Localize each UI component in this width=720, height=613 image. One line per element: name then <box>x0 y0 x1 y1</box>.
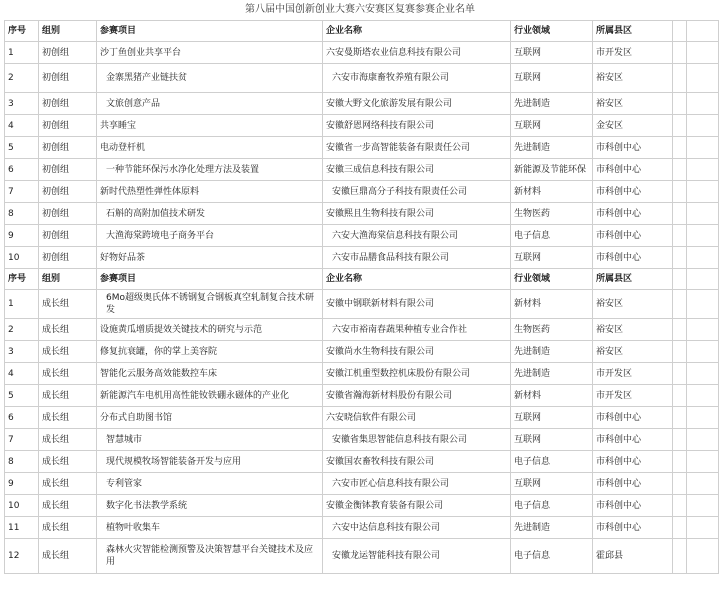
cell-no: 1 <box>5 42 39 64</box>
empty-cell <box>673 429 687 451</box>
cell-group: 成长组 <box>39 495 97 517</box>
cell-district: 市开发区 <box>593 363 673 385</box>
cell-no: 2 <box>5 319 39 341</box>
cell-industry: 先进制造 <box>511 93 593 115</box>
cell-no: 9 <box>5 473 39 495</box>
cell-group: 成长组 <box>39 539 97 574</box>
cell-industry: 电子信息 <box>511 539 593 574</box>
cell-no: 11 <box>5 517 39 539</box>
cell-district: 市科创中心 <box>593 225 673 247</box>
empty-cell <box>687 385 719 407</box>
cell-group: 初创组 <box>39 93 97 115</box>
cell-project: 一种节能环保污水净化处理方法及装置 <box>97 159 323 181</box>
cell-no: 7 <box>5 429 39 451</box>
empty-cell <box>687 203 719 225</box>
empty-cell <box>673 473 687 495</box>
table-row <box>5 203 719 225</box>
cell-industry: 互联网 <box>511 115 593 137</box>
table-row <box>5 137 719 159</box>
header-row <box>5 269 719 290</box>
column-header: 参赛项目 <box>97 269 323 290</box>
empty-cell <box>687 93 719 115</box>
empty-cell <box>687 64 719 93</box>
cell-project: 沙丁鱼创业共享平台 <box>97 42 323 64</box>
cell-project: 设施黄瓜增质提效关键技术的研究与示范 <box>97 319 323 341</box>
empty-cell <box>687 21 719 42</box>
cell-no: 10 <box>5 495 39 517</box>
empty-cell <box>673 517 687 539</box>
table-row <box>5 341 719 363</box>
empty-cell <box>687 451 719 473</box>
cell-district: 裕安区 <box>593 93 673 115</box>
cell-company: 六安大渔海棠信息科技有限公司 <box>323 225 511 247</box>
cell-company: 六安市品膳食品科技有限公司 <box>323 247 511 269</box>
cell-industry: 互联网 <box>511 64 593 93</box>
empty-cell <box>673 159 687 181</box>
empty-cell <box>687 517 719 539</box>
cell-company: 安徽省瀚海新材料股份有限公司 <box>323 385 511 407</box>
column-header: 参赛项目 <box>97 21 323 42</box>
cell-group: 成长组 <box>39 451 97 473</box>
cell-industry: 互联网 <box>511 42 593 64</box>
cell-no: 5 <box>5 385 39 407</box>
empty-cell <box>673 451 687 473</box>
table-row <box>5 93 719 115</box>
cell-no: 8 <box>5 451 39 473</box>
table-row <box>5 159 719 181</box>
cell-industry: 新材料 <box>511 385 593 407</box>
empty-cell <box>673 407 687 429</box>
cell-project: 智能化云服务高效能数控车床 <box>97 363 323 385</box>
cell-district: 市科创中心 <box>593 137 673 159</box>
cell-company: 六安曼斯塔农业信息科技有限公司 <box>323 42 511 64</box>
empty-cell <box>687 269 719 290</box>
page-title: 第八届中国创新创业大赛六安赛区复赛参赛企业名单 <box>245 4 475 15</box>
cell-industry: 先进制造 <box>511 137 593 159</box>
cell-district: 裕安区 <box>593 341 673 363</box>
empty-cell <box>673 319 687 341</box>
company-table <box>4 20 719 574</box>
cell-company: 六安晓信软件有限公司 <box>323 407 511 429</box>
cell-district: 市科创中心 <box>593 159 673 181</box>
cell-group: 成长组 <box>39 407 97 429</box>
cell-company: 安徽省集思智能信息科技有限公司 <box>323 429 511 451</box>
column-header: 所属县区 <box>593 21 673 42</box>
empty-cell <box>673 341 687 363</box>
cell-group: 成长组 <box>39 319 97 341</box>
empty-cell <box>687 473 719 495</box>
table-row <box>5 451 719 473</box>
cell-district: 市科创中心 <box>593 181 673 203</box>
cell-company: 安徽尚水生物科技有限公司 <box>323 341 511 363</box>
cell-group: 成长组 <box>39 473 97 495</box>
column-header: 组别 <box>39 21 97 42</box>
cell-project: 分布式自助图书馆 <box>97 407 323 429</box>
cell-project: 文旅创意产品 <box>97 93 323 115</box>
cell-group: 初创组 <box>39 137 97 159</box>
cell-industry: 先进制造 <box>511 517 593 539</box>
empty-cell <box>673 247 687 269</box>
empty-cell <box>673 64 687 93</box>
cell-project: 新时代热塑性弹性体原料 <box>97 181 323 203</box>
cell-group: 成长组 <box>39 341 97 363</box>
cell-no: 7 <box>5 181 39 203</box>
cell-no: 10 <box>5 247 39 269</box>
empty-cell <box>673 137 687 159</box>
cell-group: 初创组 <box>39 247 97 269</box>
column-header: 行业领域 <box>511 269 593 290</box>
empty-cell <box>673 42 687 64</box>
column-header: 组别 <box>39 269 97 290</box>
cell-district: 金安区 <box>593 115 673 137</box>
cell-industry: 新能源及节能环保 <box>511 159 593 181</box>
empty-cell <box>673 290 687 319</box>
cell-no: 12 <box>5 539 39 574</box>
table-row <box>5 517 719 539</box>
cell-district: 市科创中心 <box>593 517 673 539</box>
empty-cell <box>687 137 719 159</box>
empty-cell <box>673 363 687 385</box>
cell-no: 3 <box>5 93 39 115</box>
cell-company: 安徽江机重型数控机床股份有限公司 <box>323 363 511 385</box>
header-row <box>5 21 719 42</box>
cell-company: 安徽巨鼎高分子科技有限责任公司 <box>323 181 511 203</box>
cell-project: 智慧城市 <box>97 429 323 451</box>
cell-company: 安徽金衡钵教育装备有限公司 <box>323 495 511 517</box>
empty-cell <box>687 539 719 574</box>
cell-industry: 互联网 <box>511 407 593 429</box>
cell-project: 石斛的高附加值技术研发 <box>97 203 323 225</box>
cell-district: 市科创中心 <box>593 429 673 451</box>
table-row <box>5 539 719 574</box>
table-row <box>5 42 719 64</box>
cell-no: 6 <box>5 407 39 429</box>
cell-group: 初创组 <box>39 64 97 93</box>
cell-project: 专利管家 <box>97 473 323 495</box>
cell-group: 初创组 <box>39 42 97 64</box>
cell-company: 安徽大野文化旅游发展有限公司 <box>323 93 511 115</box>
empty-cell <box>687 159 719 181</box>
table-row <box>5 290 719 319</box>
column-header: 所属县区 <box>593 269 673 290</box>
empty-cell <box>687 115 719 137</box>
empty-cell <box>673 385 687 407</box>
cell-group: 成长组 <box>39 385 97 407</box>
cell-company: 安徽国农畜牧科技有限公司 <box>323 451 511 473</box>
empty-cell <box>673 203 687 225</box>
cell-district: 市开发区 <box>593 385 673 407</box>
cell-industry: 电子信息 <box>511 495 593 517</box>
cell-project: 植物叶收集车 <box>97 517 323 539</box>
cell-no: 3 <box>5 341 39 363</box>
empty-cell <box>673 495 687 517</box>
cell-district: 裕安区 <box>593 319 673 341</box>
cell-industry: 先进制造 <box>511 341 593 363</box>
empty-cell <box>673 181 687 203</box>
empty-cell <box>673 115 687 137</box>
cell-district: 裕安区 <box>593 290 673 319</box>
cell-project: 共享睡宝 <box>97 115 323 137</box>
table-row <box>5 407 719 429</box>
empty-cell <box>673 539 687 574</box>
cell-project: 电动登杆机 <box>97 137 323 159</box>
empty-cell <box>673 269 687 290</box>
column-header: 行业领域 <box>511 21 593 42</box>
cell-no: 4 <box>5 363 39 385</box>
cell-project: 大渔海棠跨境电子商务平台 <box>97 225 323 247</box>
cell-project: 6Mo超级奥氏体不锈钢复合钢板真空轧制复合技术研发 <box>97 290 323 319</box>
cell-no: 1 <box>5 290 39 319</box>
column-header: 企业名称 <box>323 21 511 42</box>
cell-project: 森林火灾智能检测预警及决策智慧平台关键技术及应用 <box>97 539 323 574</box>
cell-group: 初创组 <box>39 203 97 225</box>
empty-cell <box>687 407 719 429</box>
cell-industry: 互联网 <box>511 473 593 495</box>
empty-cell <box>673 93 687 115</box>
table-row <box>5 385 719 407</box>
table-row <box>5 64 719 93</box>
cell-industry: 生物医药 <box>511 203 593 225</box>
cell-project: 新能源汽车电机用高性能钕铁硼永磁体的产业化 <box>97 385 323 407</box>
empty-cell <box>673 21 687 42</box>
column-header: 序号 <box>5 269 39 290</box>
cell-district: 市科创中心 <box>593 407 673 429</box>
cell-group: 初创组 <box>39 181 97 203</box>
table-row <box>5 495 719 517</box>
empty-cell <box>687 247 719 269</box>
empty-cell <box>687 429 719 451</box>
cell-project: 修复抗衰罐，你的掌上美容院 <box>97 341 323 363</box>
table-row <box>5 247 719 269</box>
cell-no: 4 <box>5 115 39 137</box>
table-row <box>5 319 719 341</box>
table-row <box>5 225 719 247</box>
table-row <box>5 429 719 451</box>
cell-group: 成长组 <box>39 517 97 539</box>
empty-cell <box>687 42 719 64</box>
cell-industry: 新材料 <box>511 290 593 319</box>
cell-no: 6 <box>5 159 39 181</box>
cell-company: 安徽熙且生物科技有限公司 <box>323 203 511 225</box>
cell-district: 市科创中心 <box>593 451 673 473</box>
cell-district: 市开发区 <box>593 42 673 64</box>
empty-cell <box>687 181 719 203</box>
cell-project: 金寨黑猪产业链扶贫 <box>97 64 323 93</box>
empty-cell <box>687 290 719 319</box>
cell-district: 霍邱县 <box>593 539 673 574</box>
cell-no: 9 <box>5 225 39 247</box>
cell-project: 好物好品茶 <box>97 247 323 269</box>
cell-company: 六安市匠心信息科技有限公司 <box>323 473 511 495</box>
table-row <box>5 181 719 203</box>
empty-cell <box>673 225 687 247</box>
cell-group: 成长组 <box>39 429 97 451</box>
cell-industry: 互联网 <box>511 247 593 269</box>
empty-cell <box>687 225 719 247</box>
table-row <box>5 473 719 495</box>
column-header: 企业名称 <box>323 269 511 290</box>
cell-group: 初创组 <box>39 115 97 137</box>
cell-industry: 先进制造 <box>511 363 593 385</box>
cell-no: 5 <box>5 137 39 159</box>
empty-cell <box>687 363 719 385</box>
column-header: 序号 <box>5 21 39 42</box>
cell-group: 成长组 <box>39 363 97 385</box>
cell-industry: 生物医药 <box>511 319 593 341</box>
cell-district: 市科创中心 <box>593 495 673 517</box>
cell-group: 初创组 <box>39 225 97 247</box>
cell-industry: 互联网 <box>511 429 593 451</box>
cell-company: 安徽舒恩网络科技有限公司 <box>323 115 511 137</box>
table-row <box>5 363 719 385</box>
cell-company: 六安市裕南春蔬果种植专业合作社 <box>323 319 511 341</box>
cell-group: 初创组 <box>39 159 97 181</box>
cell-company: 安徽省一步高智能装备有限责任公司 <box>323 137 511 159</box>
cell-project: 现代规模牧场智能装备开发与应用 <box>97 451 323 473</box>
cell-district: 市科创中心 <box>593 203 673 225</box>
cell-no: 2 <box>5 64 39 93</box>
cell-industry: 电子信息 <box>511 225 593 247</box>
cell-no: 8 <box>5 203 39 225</box>
cell-district: 裕安区 <box>593 64 673 93</box>
cell-industry: 新材料 <box>511 181 593 203</box>
empty-cell <box>687 495 719 517</box>
empty-cell <box>687 341 719 363</box>
cell-company: 安徽三成信息科技有限公司 <box>323 159 511 181</box>
cell-district: 市科创中心 <box>593 247 673 269</box>
cell-company: 安徽龙运智能科技有限公司 <box>323 539 511 574</box>
table-row <box>5 115 719 137</box>
table-body <box>5 21 719 574</box>
cell-industry: 电子信息 <box>511 451 593 473</box>
cell-group: 成长组 <box>39 290 97 319</box>
cell-project: 数字化书法教学系统 <box>97 495 323 517</box>
cell-district: 市科创中心 <box>593 473 673 495</box>
cell-company: 六安市海康畜牧养殖有限公司 <box>323 64 511 93</box>
empty-cell <box>687 319 719 341</box>
cell-company: 六安中达信息科技有限公司 <box>323 517 511 539</box>
cell-company: 安徽中钢联新材料有限公司 <box>323 290 511 319</box>
